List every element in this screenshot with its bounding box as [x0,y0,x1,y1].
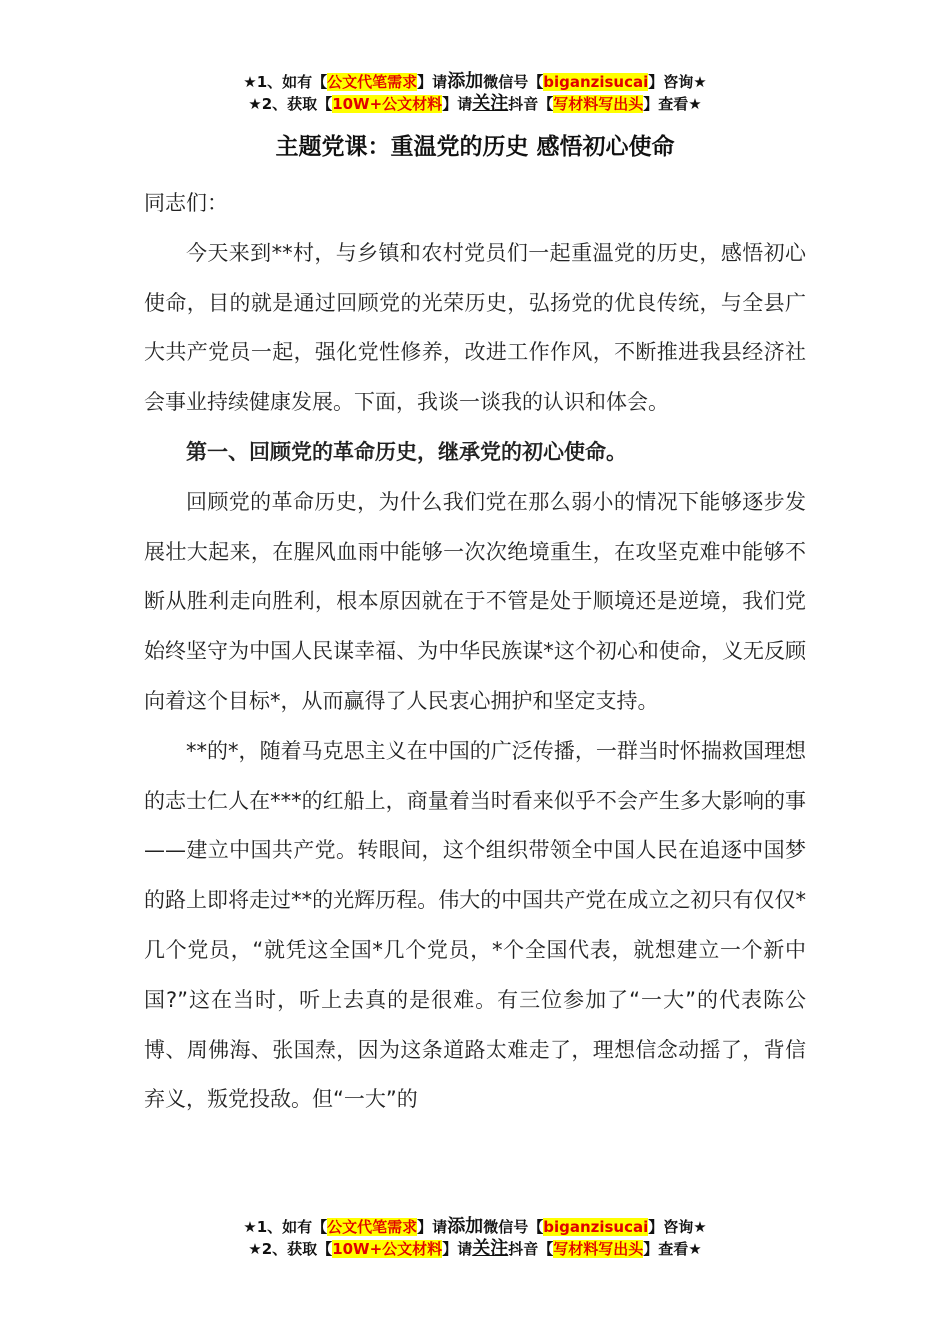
banner-text: 抖音【 [508,95,554,113]
banner-text: 】请 [442,1240,473,1258]
footer-banner [0,1216,950,1260]
header-banner [0,71,950,115]
body-paragraph: 今天来到**村，与乡镇和农村党员们一起重温党的历史，感悟初心使命，目的就是通过回顾党的光荣历史，弘扬党的优良传统，与全县广大共产党员一起，强化党性修养，改进工作作风，不断推进我县经济社会事业持续健康发展。下面，我谈一谈我的认识和体会。 [144,240,806,415]
banner-highlight: 10W+公文材料 [332,95,443,113]
banner-highlight: biganzisucai [543,1218,649,1236]
banner-text: 】请 [417,1218,448,1236]
body-paragraph: **的*，随着马克思主义在中国的广泛传播，一群当时怀揣救国理想的志士仁人在***的红船上，商量着当时看来似乎不会产生多大影响的事——建立中国共产党。转眼间，这个组织带领全中国人民在追逐中国梦的路上即将走过**的光辉历程。伟大的中国共产党在成立之初只有仅仅*几个党员，“就凭这全国*几个党员，*个全国代表，就想建立一个新中国?”这在当时，听上去真的是很难。有三位参加了“一大”的代表陈公博、周佛海、张国焘，因为这条道路太难走了，理想信念动摇了，背信弃义，叛党投敌。但“一大”的 [144,738,806,1112]
banner-line-2 [0,1238,950,1260]
banner-text: ★2、获取【 [248,1240,333,1258]
greeting: 同志们： [144,191,228,215]
banner-text: 微信号【 [483,1218,544,1236]
document-body [144,179,806,1125]
banner-highlight: 公文代笔需求 [327,1218,418,1236]
banner-highlight: 写材料写出头 [553,1240,644,1258]
body-paragraph: 回顾党的革命历史，为什么我们党在那么弱小的情况下能够逐步发展壮大起来，在腥风血雨中能够一次次绝境重生，在攻坚克难中能够不断从胜利走向胜利，根本原因就在于不管是处于顺境还是逆境，我们党始终坚守为中国人民谋幸福、为中华民族谋*这个初心和使命，义无反顾向着这个目标*，从而赢得了人民衷心拥护和坚定支持。 [144,489,806,713]
banner-emphasis: 添加 [447,71,484,92]
banner-emphasis: 关注 [472,93,509,114]
banner-text: 】查看★ [643,1240,702,1258]
banner-text: ★1、如有【 [243,73,328,91]
banner-highlight: 10W+公文材料 [332,1240,443,1258]
section-heading: 第一、回顾党的革命历史，继承党的初心使命。 [186,439,627,464]
banner-text: 抖音【 [508,1240,554,1258]
banner-text: 】请 [417,73,448,91]
banner-line-1 [0,1216,950,1238]
banner-text: ★1、如有【 [243,1218,328,1236]
banner-text: 】查看★ [643,95,702,113]
banner-emphasis: 关注 [472,1238,509,1259]
banner-line-1 [0,71,950,93]
banner-text: 微信号【 [483,73,544,91]
banner-line-2 [0,93,950,115]
banner-text: 】请 [442,95,473,113]
banner-text: ★2、获取【 [248,95,333,113]
banner-highlight: biganzisucai [543,73,649,91]
banner-emphasis: 添加 [447,1216,484,1237]
document-title: 主题党课：重温党的历史 感悟初心使命 [275,134,675,160]
banner-highlight: 公文代笔需求 [327,73,418,91]
banner-highlight: 写材料写出头 [553,95,644,113]
banner-text: 】咨询★ [648,1218,707,1236]
banner-text: 】咨询★ [648,73,707,91]
